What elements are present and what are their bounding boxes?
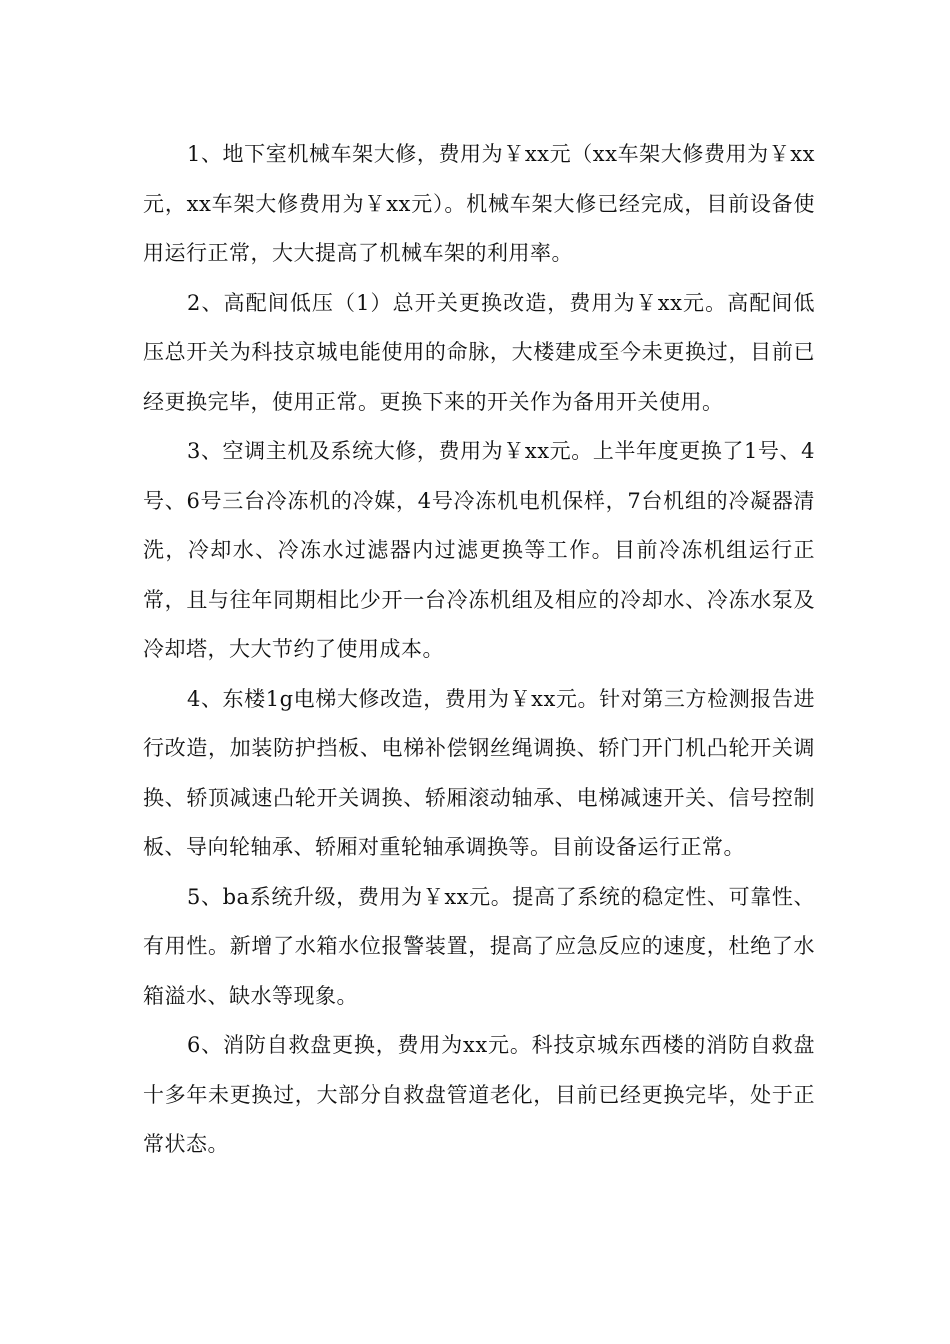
paragraph-3: 3、空调主机及系统大修，费用为￥xx元。上半年度更换了1号、4号、6号三台冷冻机的冷媒，4号冷冻机电机保样，7台机组的冷凝器清洗，冷却水、冷冻水过滤器内过滤更换等工作。目前冷冻机组运行正常，且与往年同期相比少开一台冷冻机组及相应的冷却水、冷冻水泵及冷却塔，大大节约了使用成本。 bbox=[143, 439, 815, 661]
paragraph-5: 5、ba系统升级，费用为￥xx元。提高了系统的稳定性、可靠性、有用性。新增了水箱水位报警装置，提高了应急反应的速度，杜绝了水箱溢水、缺水等现象。 bbox=[143, 884, 815, 1008]
paragraph-6: 6、消防自救盘更换，费用为xx元。科技京城东西楼的消防自救盘十多年未更换过，大部分自救盘管道老化，目前已经更换完毕，处于正常状态。 bbox=[143, 1033, 815, 1156]
paragraph-2: 2、高配间低压（1）总开关更换改造，费用为￥xx元。高配间低压总开关为科技京城电能使用的命脉，大楼建成至今未更换过，目前已经更换完毕，使用正常。更换下来的开关作为备用开关使用。 bbox=[143, 290, 815, 414]
document-body bbox=[143, 130, 815, 1170]
paragraph-4: 4、东楼1g电梯大修改造，费用为￥xx元。针对第三方检测报告进行改造，加装防护挡板、电梯补偿钢丝绳调换、轿门开门机凸轮开关调换、轿顶减速凸轮开关调换、轿厢滚动轴承、电梯减速开关、信号控制板、导向轮轴承、轿厢对重轮轴承调换等。目前设备运行正常。 bbox=[143, 686, 815, 859]
paragraph-1: 1、地下室机械车架大修，费用为￥xx元（xx车架大修费用为￥xx元，xx车架大修费用为￥xx元）。机械车架大修已经完成，目前设备使用运行正常，大大提高了机械车架的利用率。 bbox=[143, 142, 815, 265]
